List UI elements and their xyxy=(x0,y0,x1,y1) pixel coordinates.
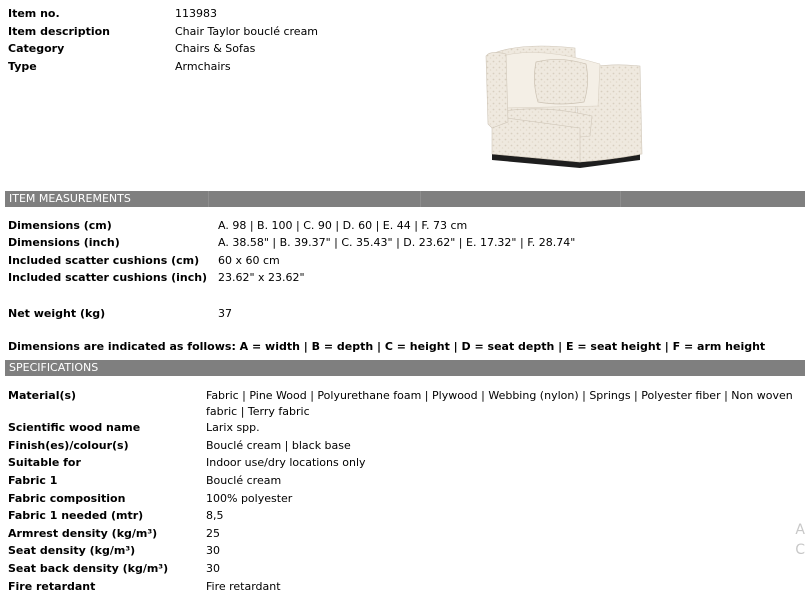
spec-row xyxy=(0,542,805,559)
category-label: Category xyxy=(8,42,65,55)
spec-value: Fire retardant xyxy=(206,580,281,593)
measurement-value: A. 98 | B. 100 | C. 90 | D. 60 | E. 44 | F. 73 cm xyxy=(218,219,468,232)
category-row xyxy=(0,40,805,57)
dimensions-legend-note: Dimensions are indicated as follows: A = width | B = depth | C = height | D = seat depth | E = seat height | F = arm height xyxy=(8,340,766,353)
measurement-row xyxy=(0,234,805,251)
item-no-row xyxy=(0,5,805,22)
spec-row xyxy=(0,578,805,595)
spec-value: 25 xyxy=(206,527,220,540)
spec-value: 8,5 xyxy=(206,509,224,522)
measurement-row xyxy=(0,252,805,269)
item-no-label: Item no. xyxy=(8,7,60,20)
measurement-label: Included scatter cushions (inch) xyxy=(8,271,208,284)
material-value: Fabric | Pine Wood | Polyurethane foam | Plywood | Webbing (nylon) | Springs | Polyester fiber | Non woven xyxy=(206,389,793,402)
item-measurements-header xyxy=(5,191,805,207)
spec-row xyxy=(0,437,805,454)
measurement-label: Dimensions (inch) xyxy=(8,236,120,249)
spec-value: Indoor use/dry locations only xyxy=(206,456,366,469)
type-label: Type xyxy=(8,60,37,73)
net-weight-label: Net weight (kg) xyxy=(8,307,106,320)
spec-value: 30 xyxy=(206,544,220,557)
header-cell-divider xyxy=(620,191,621,207)
type-value: Armchairs xyxy=(175,60,231,73)
armchair-image xyxy=(480,36,650,178)
spec-value: Bouclé cream xyxy=(206,474,282,487)
spec-row xyxy=(0,490,805,507)
measurement-value: A. 38.58" | B. 39.37" | C. 35.43" | D. 23.62" | E. 17.32" | F. 28.74" xyxy=(218,236,576,249)
measurement-row xyxy=(0,217,805,234)
spec-label: Finish(es)/colour(s) xyxy=(8,439,129,452)
item-measurements-title: ITEM MEASUREMENTS xyxy=(9,192,131,205)
spec-row xyxy=(0,419,805,436)
spec-label: Fire retardant xyxy=(8,580,96,593)
net-weight-row xyxy=(0,305,805,322)
category-value: Chairs & Sofas xyxy=(175,42,256,55)
spec-label: Suitable for xyxy=(8,456,81,469)
spec-label: Fabric composition xyxy=(8,492,126,505)
measurement-value: 60 x 60 cm xyxy=(218,254,280,267)
measurement-row xyxy=(0,269,805,286)
material-label: Material(s) xyxy=(8,389,77,402)
material-value-continued: fabric | Terry fabric xyxy=(206,405,310,418)
spec-value: 30 xyxy=(206,562,220,575)
item-description-label: Item description xyxy=(8,25,110,38)
measurement-value: 23.62" x 23.62" xyxy=(218,271,305,284)
specifications-header xyxy=(5,360,805,376)
header-cell-divider xyxy=(208,191,209,207)
item-description-value: Chair Taylor bouclé cream xyxy=(175,25,319,38)
material-row xyxy=(0,387,805,404)
spec-value: 100% polyester xyxy=(206,492,293,505)
header-cell-divider xyxy=(420,191,421,207)
spec-label: Seat back density (kg/m³) xyxy=(8,562,169,575)
spec-label: Fabric 1 needed (mtr) xyxy=(8,509,144,522)
material-row-continued xyxy=(0,403,805,420)
type-row xyxy=(0,58,805,75)
spec-label: Seat density (kg/m³) xyxy=(8,544,136,557)
edge-glyph: C xyxy=(795,542,805,558)
item-description-row xyxy=(0,23,805,40)
spec-row xyxy=(0,560,805,577)
spec-label: Scientific wood name xyxy=(8,421,141,434)
measurement-label: Dimensions (cm) xyxy=(8,219,112,232)
spec-label: Fabric 1 xyxy=(8,474,58,487)
spec-row xyxy=(0,472,805,489)
spec-row xyxy=(0,507,805,524)
spec-label: Armrest density (kg/m³) xyxy=(8,527,158,540)
specifications-title: SPECIFICATIONS xyxy=(9,361,99,374)
edge-glyph: A xyxy=(795,522,805,538)
spec-value: Bouclé cream | black base xyxy=(206,439,351,452)
net-weight-value: 37 xyxy=(218,307,232,320)
spec-value: Larix spp. xyxy=(206,421,260,434)
item-no-value: 113983 xyxy=(175,7,217,20)
measurement-label: Included scatter cushions (cm) xyxy=(8,254,200,267)
spec-row xyxy=(0,525,805,542)
spec-row xyxy=(0,454,805,471)
